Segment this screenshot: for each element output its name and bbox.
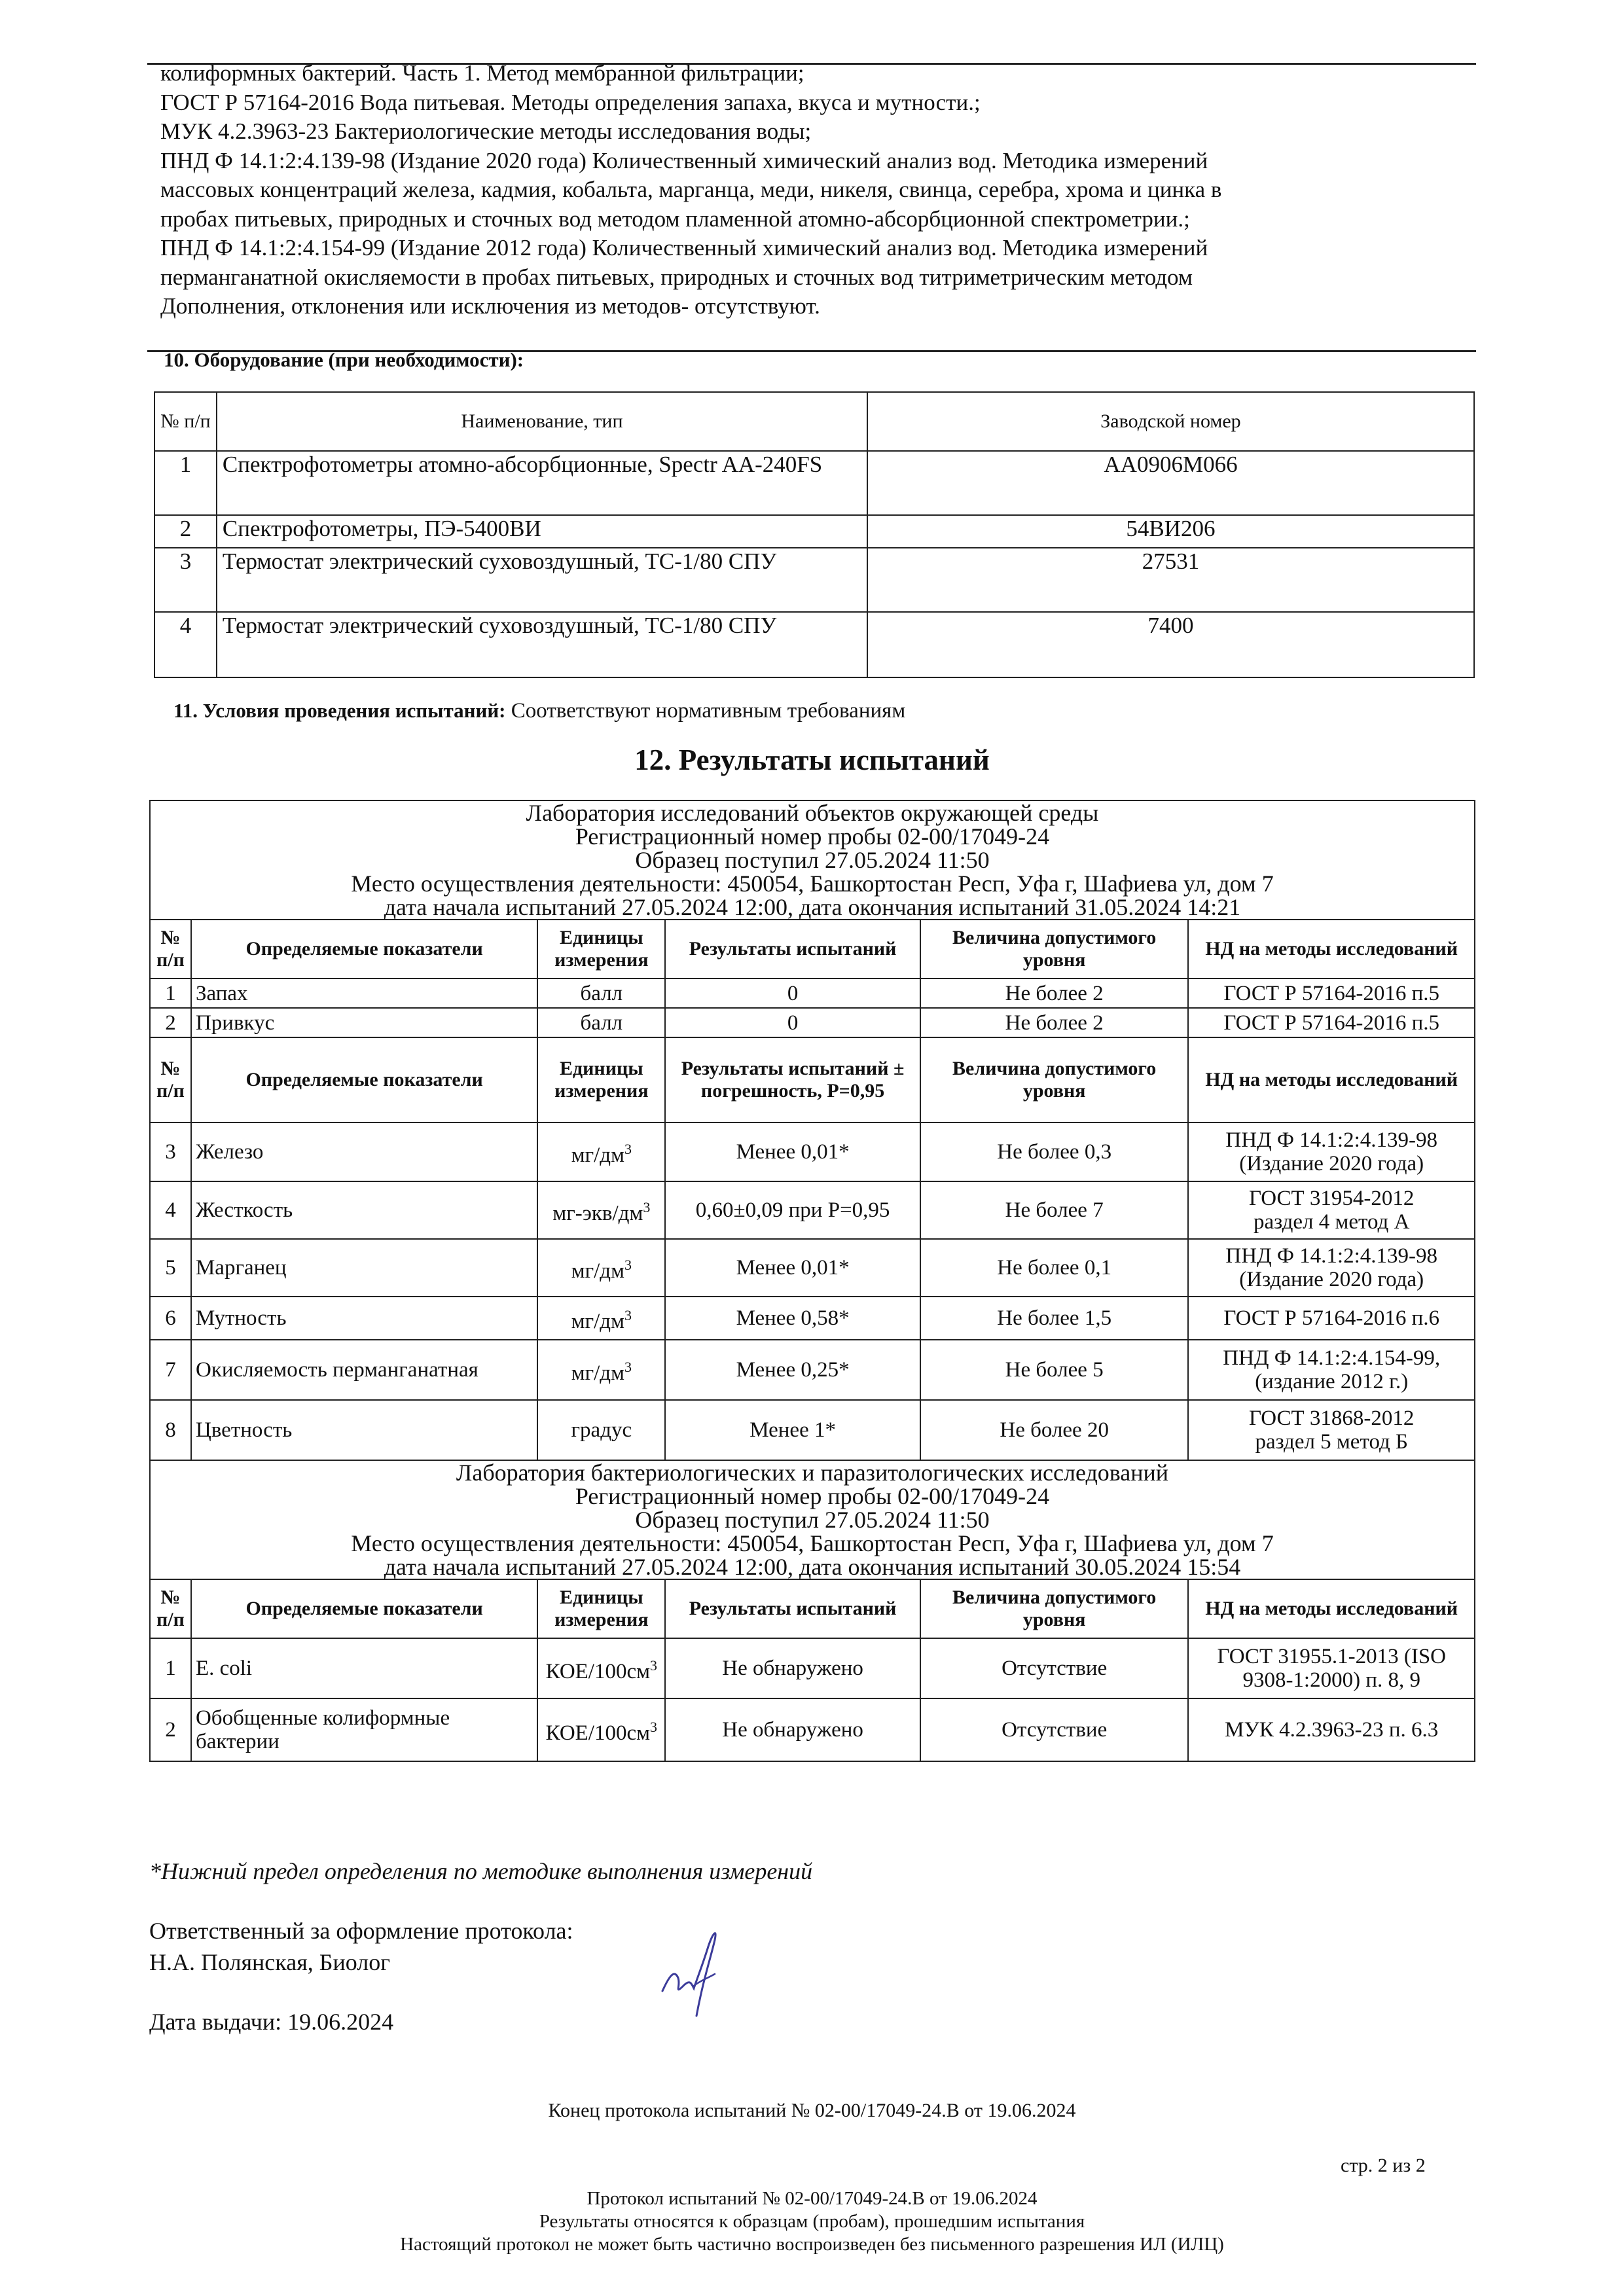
method-line-1: ПНД Ф 14.1:2:4.139-98 xyxy=(1225,1244,1437,1268)
cell-method xyxy=(1188,1400,1475,1460)
unit-text: мг/дм xyxy=(571,1361,624,1385)
header-limit: Величина допустимого уровня xyxy=(920,920,1189,978)
method-line: массовых концентраций железа, кадмия, кобальта, марганца, меди, никеля, свинца, серебра, хрома и цинка в xyxy=(160,177,1222,202)
cell-serial: 7400 xyxy=(867,612,1474,677)
cell-num: 2 xyxy=(154,515,217,548)
unit-exponent: 3 xyxy=(624,1358,632,1375)
cell-num: 6 xyxy=(150,1297,191,1340)
header-num: № п/п xyxy=(154,392,217,451)
cell-result: Менее 1* xyxy=(665,1400,920,1460)
cell-unit xyxy=(537,1122,665,1181)
cell-param: Жесткость xyxy=(191,1181,537,1239)
cell-param: Марганец xyxy=(191,1239,537,1297)
cell-param: Мутность xyxy=(191,1297,537,1340)
cell-unit xyxy=(537,1698,665,1761)
table-header-row xyxy=(150,1579,1475,1638)
table-row xyxy=(150,978,1475,1008)
cell-method xyxy=(1188,1698,1475,1761)
unit-exponent: 3 xyxy=(624,1140,632,1157)
cell-num: 3 xyxy=(150,1122,191,1181)
cell-unit xyxy=(537,1340,665,1400)
method-line-2: раздел 5 метод Б xyxy=(1255,1430,1408,1454)
cell-num: 1 xyxy=(154,451,217,515)
page-number: стр. 2 из 2 xyxy=(1341,2155,1426,2176)
methods-list xyxy=(160,59,1476,321)
cell-num: 4 xyxy=(150,1181,191,1239)
unit-text: мг/дм xyxy=(571,1309,624,1333)
method-line-1: ГОСТ 31955.1-2013 (ISO xyxy=(1217,1645,1446,1668)
header-result: Результаты испытаний xyxy=(665,920,920,978)
header-method: НД на методы исследований xyxy=(1188,1037,1475,1122)
cell-param: Привкус xyxy=(191,1008,537,1037)
cell-num: 8 xyxy=(150,1400,191,1460)
footer-line: Настоящий протокол не может быть частично воспроизведен без письменного разрешения ИЛ (ИЛЦ) xyxy=(400,2234,1224,2255)
table-row xyxy=(150,1340,1475,1400)
table-row xyxy=(150,1400,1475,1460)
cell-serial: 27531 xyxy=(867,548,1474,612)
method-line: Дополнения, отклонения или исключения из методов- отсутствуют. xyxy=(160,293,820,319)
unit-text: КОЕ/100см xyxy=(545,1659,651,1683)
header-limit: Величина допустимого уровня xyxy=(920,1037,1189,1122)
method-line-1: ПНД Ф 14.1:2:4.139-98 xyxy=(1225,1128,1437,1152)
protocol-end: Конец протокола испытаний № 02-00/17049-24.В от 19.06.2024 xyxy=(548,2100,1076,2121)
cell-limit: Не более 0,1 xyxy=(920,1239,1189,1297)
unit-text: мг/дм xyxy=(571,1143,624,1167)
test-dates: дата начала испытаний 27.05.2024 12:00, дата окончания испытаний 31.05.2024 14:21 xyxy=(384,894,1241,920)
unit-exponent: 3 xyxy=(624,1256,632,1273)
table-row xyxy=(154,515,1474,548)
header-result: Результаты испытаний xyxy=(665,1579,920,1638)
cell-num: 5 xyxy=(150,1239,191,1297)
method-line: ПНД Ф 14.1:2:4.154-99 (Издание 2012 года) Количественный химический анализ вод. Методика измерений xyxy=(160,235,1208,260)
cell-name: Спектрофотометры атомно-абсорбционные, Spectr AA-240FS xyxy=(217,451,867,515)
equipment-title: 10. Оборудование (при необходимости): xyxy=(164,348,524,371)
cell-unit: балл xyxy=(537,1008,665,1037)
equipment-header-row xyxy=(154,392,1474,451)
cell-serial: 54ВИ206 xyxy=(867,515,1474,548)
table-row xyxy=(150,1698,1475,1761)
cell-result: 0 xyxy=(665,1008,920,1037)
cell-method: ГОСТ Р 57164-2016 п.5 xyxy=(1188,1008,1475,1037)
cell-num: 3 xyxy=(154,548,217,612)
cell-limit: Не более 2 xyxy=(920,978,1189,1008)
cell-method xyxy=(1188,1122,1475,1181)
sample-reg-number: Регистрационный номер пробы 02-00/17049-24 xyxy=(575,823,1050,850)
unit-text: мг-экв/дм xyxy=(552,1201,643,1225)
cell-param: Железо xyxy=(191,1122,537,1181)
method-line: ПНД Ф 14.1:2:4.139-98 (Издание 2020 года) Количественный химический анализ вод. Методика измерений xyxy=(160,147,1208,173)
sample-received: Образец поступил 27.05.2024 11:50 xyxy=(635,1507,990,1533)
cell-unit: балл xyxy=(537,978,665,1008)
sample-received: Образец поступил 27.05.2024 11:50 xyxy=(635,847,990,873)
method-line: перманганатной окисляемости в пробах питьевых, природных и сточных вод титриметрическим методом xyxy=(160,264,1193,290)
responsible-name: Н.А. Полянская, Биолог xyxy=(149,1949,390,1975)
header-name: Наименование, тип xyxy=(217,392,867,451)
header-num: № п/п xyxy=(150,1579,191,1638)
cell-param: Запах xyxy=(191,978,537,1008)
cell-num: 2 xyxy=(150,1698,191,1761)
cell-num: 1 xyxy=(150,1638,191,1698)
method-line-1: ГОСТ 31954-2012 xyxy=(1249,1187,1415,1210)
header-method: НД на методы исследований xyxy=(1188,920,1475,978)
method-line-1: ГОСТ Р 57164-2016 п.6 xyxy=(1223,1306,1440,1330)
header-num: № п/п xyxy=(150,920,191,978)
lab1-header xyxy=(150,800,1475,920)
table-row xyxy=(154,612,1474,677)
unit-exponent: 3 xyxy=(650,1718,658,1735)
table-header-row xyxy=(150,1037,1475,1122)
table-header-row xyxy=(150,920,1475,978)
conditions-label: 11. Условия проведения испытаний: xyxy=(173,699,506,722)
results-table xyxy=(149,800,1475,1762)
cell-limit: Не более 20 xyxy=(920,1400,1189,1460)
header-unit: Единицы измерения xyxy=(537,1037,665,1122)
footer-line: Протокол испытаний № 02-00/17049-24.В от 19.06.2024 xyxy=(586,2188,1038,2209)
header-unit: Единицы измерения xyxy=(537,1579,665,1638)
cell-unit xyxy=(537,1239,665,1297)
cell-result: Менее 0,01* xyxy=(665,1239,920,1297)
conditions-value: Соответствуют нормативным требованиям xyxy=(511,699,906,723)
lab2-header xyxy=(150,1460,1475,1579)
cell-num: 7 xyxy=(150,1340,191,1400)
cell-num: 4 xyxy=(154,612,217,677)
cell-name: Термостат электрический суховоздушный, ТС-1/80 СПУ xyxy=(217,548,867,612)
cell-unit xyxy=(537,1297,665,1340)
header-param: Определяемые показатели xyxy=(191,920,537,978)
unit-text: КОЕ/100см xyxy=(545,1721,651,1745)
cell-limit: Не более 2 xyxy=(920,1008,1189,1037)
table-row xyxy=(150,1239,1475,1297)
header-unit: Единицы измерения xyxy=(537,920,665,978)
table-row xyxy=(150,1181,1475,1239)
method-line-2: (издание 2012 г.) xyxy=(1255,1370,1409,1393)
cell-param: Цветность xyxy=(191,1400,537,1460)
method-line-1: ГОСТ 31868-2012 xyxy=(1249,1407,1415,1430)
table-row xyxy=(150,1008,1475,1037)
cell-num: 2 xyxy=(150,1008,191,1037)
header-num: № п/п xyxy=(150,1037,191,1122)
method-line-2: 9308-1:2000) п. 8, 9 xyxy=(1242,1668,1420,1692)
cell-num: 1 xyxy=(150,978,191,1008)
test-dates: дата начала испытаний 27.05.2024 12:00, дата окончания испытаний 30.05.2024 15:54 xyxy=(384,1554,1241,1580)
cell-result: Не обнаружено xyxy=(665,1698,920,1761)
activity-location: Место осуществления деятельности: 450054, Башкортостан Респ, Уфа г, Шафиева ул, дом 7 xyxy=(351,870,1274,897)
cell-method xyxy=(1188,1297,1475,1340)
method-line: ГОСТ Р 57164-2016 Вода питьевая. Методы определения запаха, вкуса и мутности.; xyxy=(160,89,981,115)
cell-result: 0 xyxy=(665,978,920,1008)
table-row xyxy=(150,1122,1475,1181)
cell-param: E. coli xyxy=(191,1638,537,1698)
footnote: *Нижний предел определения по методике выполнения измерений xyxy=(149,1858,813,1884)
lab1-header-row xyxy=(150,800,1475,920)
sample-reg-number: Регистрационный номер пробы 02-00/17049-24 xyxy=(575,1483,1050,1509)
method-line-2: (Издание 2020 года) xyxy=(1239,1152,1424,1175)
cell-name: Спектрофотометры, ПЭ-5400ВИ xyxy=(217,515,867,548)
issue-date: Дата выдачи: 19.06.2024 xyxy=(149,2009,394,2035)
cell-limit: Не более 1,5 xyxy=(920,1297,1189,1340)
unit-exponent: 3 xyxy=(650,1657,658,1674)
cell-limit: Не более 7 xyxy=(920,1181,1189,1239)
table-row xyxy=(154,548,1474,612)
responsible-label: Ответственный за оформление протокола: xyxy=(149,1918,573,1944)
cell-method: ГОСТ Р 57164-2016 п.5 xyxy=(1188,978,1475,1008)
cell-result: Не обнаружено xyxy=(665,1638,920,1698)
table-row xyxy=(150,1638,1475,1698)
cell-unit xyxy=(537,1638,665,1698)
header-method: НД на методы исследований xyxy=(1188,1579,1475,1638)
cell-result: 0,60±0,09 при P=0,95 xyxy=(665,1181,920,1239)
table-row xyxy=(150,1297,1475,1340)
cell-unit: градус xyxy=(537,1400,665,1460)
header-param: Определяемые показатели xyxy=(191,1037,537,1122)
header-param: Определяемые показатели xyxy=(191,1579,537,1638)
cell-unit xyxy=(537,1181,665,1239)
cell-limit: Не более 5 xyxy=(920,1340,1189,1400)
cell-method xyxy=(1188,1340,1475,1400)
cell-serial: AA0906M066 xyxy=(867,451,1474,515)
method-line-2: (Издание 2020 года) xyxy=(1239,1268,1424,1291)
cell-method xyxy=(1188,1239,1475,1297)
header-result: Результаты испытаний ± погрешность, P=0,95 xyxy=(665,1037,920,1122)
lab2-header-row xyxy=(150,1460,1475,1579)
lab-name: Лаборатория бактериологических и паразитологических исследований xyxy=(456,1460,1169,1486)
method-line: пробах питьевых, природных и сточных вод методом пламенной атомно-абсорбционной спектрометрии.; xyxy=(160,206,1190,232)
method-line-1: ПНД Ф 14.1:2:4.154-99, xyxy=(1223,1346,1441,1370)
unit-exponent: 3 xyxy=(643,1198,651,1215)
cell-method xyxy=(1188,1638,1475,1698)
method-line: колиформных бактерий. Часть 1. Метод мембранной фильтрации; xyxy=(160,60,804,86)
activity-location: Место осуществления деятельности: 450054, Башкортостан Респ, Уфа г, Шафиева ул, дом 7 xyxy=(351,1530,1274,1556)
header-serial: Заводской номер xyxy=(867,392,1474,451)
cell-param: Окисляемость перманганатная xyxy=(191,1340,537,1400)
cell-result: Менее 0,01* xyxy=(665,1122,920,1181)
cell-result: Менее 0,25* xyxy=(665,1340,920,1400)
method-line-1: МУК 4.2.3963-23 п. 6.3 xyxy=(1225,1718,1439,1742)
cell-method xyxy=(1188,1181,1475,1239)
unit-exponent: 3 xyxy=(624,1306,632,1323)
results-title: 12. Результаты испытаний xyxy=(634,744,990,776)
method-line: МУК 4.2.3963-23 Бактериологические методы исследования воды; xyxy=(160,118,812,144)
cell-name: Термостат электрический суховоздушный, ТС-1/80 СПУ xyxy=(217,612,867,677)
cell-limit: Не более 0,3 xyxy=(920,1122,1189,1181)
footer-line: Результаты относятся к образцам (пробам), прошедшим испытания xyxy=(539,2211,1085,2232)
equipment-table xyxy=(154,391,1475,678)
cell-result: Менее 0,58* xyxy=(665,1297,920,1340)
test-conditions xyxy=(173,699,905,723)
header-limit: Величина допустимого уровня xyxy=(920,1579,1189,1638)
lab-name: Лаборатория исследований объектов окружающей среды xyxy=(526,800,1099,826)
method-line-2: раздел 4 метод А xyxy=(1254,1210,1410,1234)
cell-limit: Отсутствие xyxy=(920,1698,1189,1761)
cell-limit: Отсутствие xyxy=(920,1638,1189,1698)
unit-text: мг/дм xyxy=(571,1259,624,1283)
cell-param: Обобщенные колиформные бактерии xyxy=(191,1698,537,1761)
signature-icon xyxy=(655,1918,727,2022)
page-footer xyxy=(0,2187,1624,2256)
table-row xyxy=(154,451,1474,515)
responsible-block xyxy=(149,1915,573,1978)
